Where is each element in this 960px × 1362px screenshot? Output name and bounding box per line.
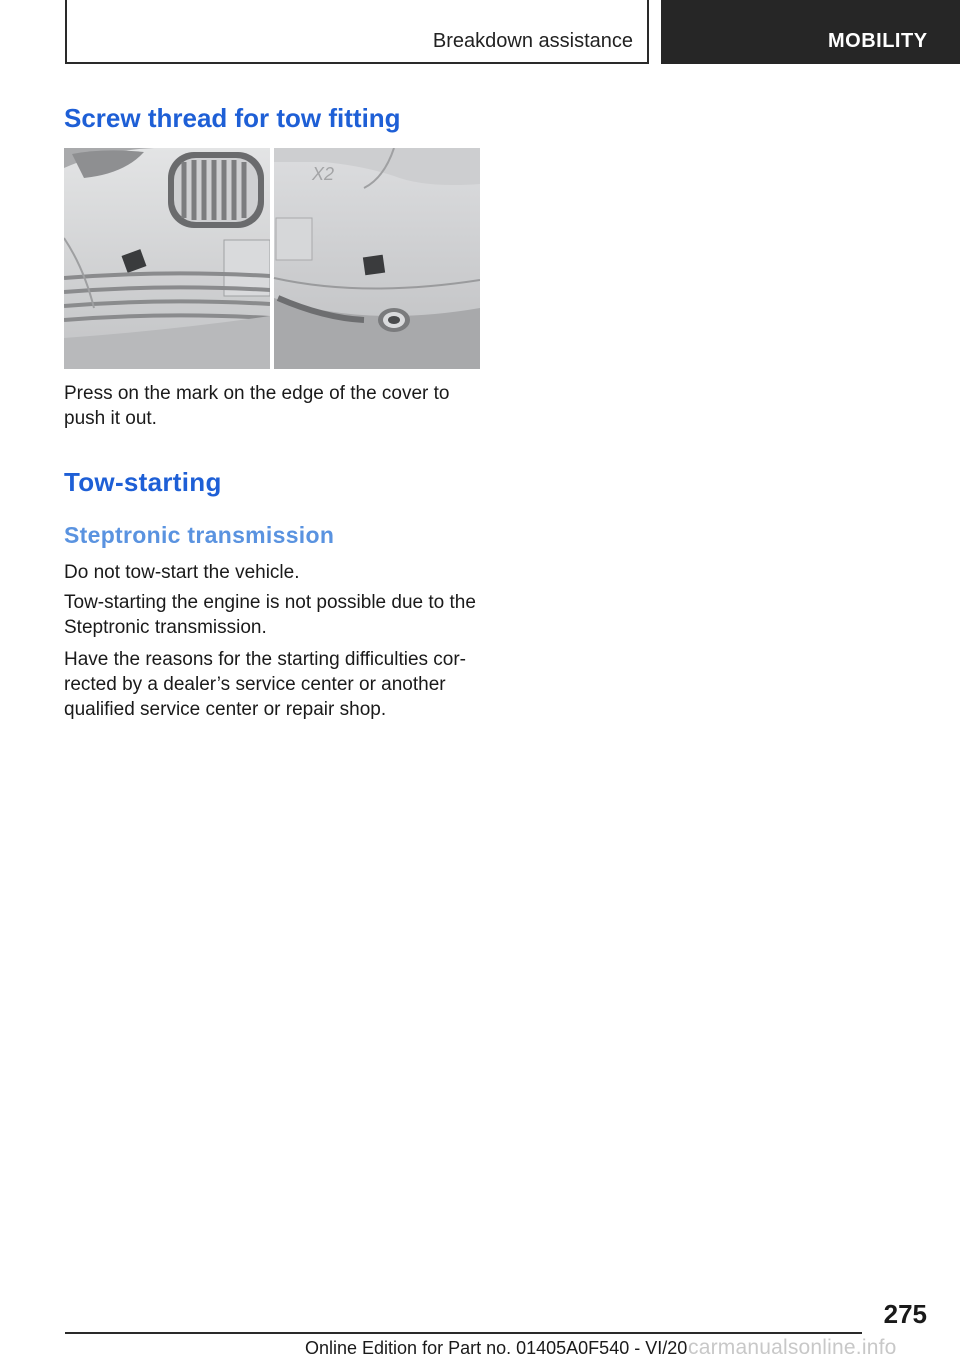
paragraph-reasons: Have the reasons for the starting difficulties cor-rected by a dealer’s service center or another qualified service center or repair shop. bbox=[64, 649, 467, 720]
heading-screw-thread: Screw thread for tow fitting bbox=[64, 103, 401, 133]
header-section-title: Breakdown assistance bbox=[432, 30, 633, 52]
header-chapter-title: MOBILITY bbox=[828, 30, 928, 52]
footer-divider bbox=[65, 1332, 862, 1334]
footer-edition: Online Edition for Part no. 01405A0F540 - VI/20 bbox=[305, 1338, 688, 1358]
paragraph-press-mark: Press on the mark on the edge of the cover to push it out. bbox=[64, 383, 450, 429]
header-chapter-tab bbox=[661, 0, 960, 64]
emblem-text: X2 bbox=[312, 164, 335, 184]
car-bumper-illustration bbox=[64, 148, 480, 369]
heading-tow-starting: Tow-starting bbox=[64, 467, 222, 497]
tow-fitting-illustration bbox=[64, 148, 480, 369]
page-number: 275 bbox=[883, 1299, 927, 1329]
header-section-box bbox=[65, 0, 649, 64]
paragraph-do-not-tow-start: Do not tow-start the vehicle. bbox=[64, 562, 300, 583]
subheading-steptronic: Steptronic transmission bbox=[64, 522, 335, 548]
watermark-text: carmanualsonline.info bbox=[688, 1336, 897, 1359]
paragraph-not-possible: Tow-starting the engine is not possible due to the Steptronic transmission. bbox=[64, 592, 476, 638]
